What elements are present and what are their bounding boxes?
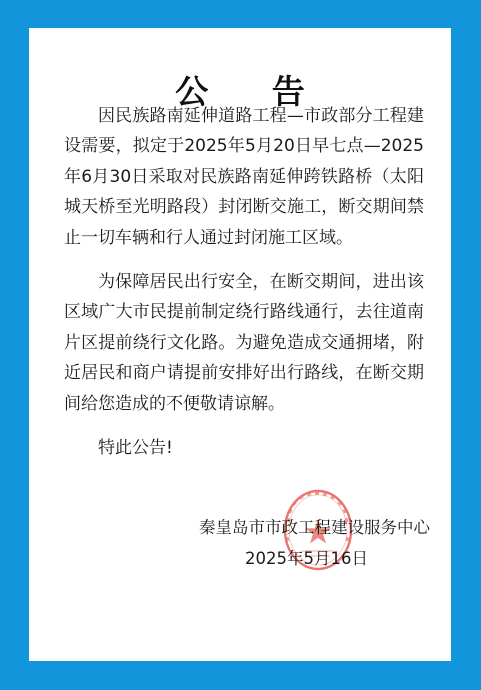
notice-closing: 特此公告! bbox=[98, 438, 173, 459]
issuing-organization: 秦皇岛市市政工程建设服务中心 bbox=[199, 518, 430, 537]
notice-title: 公 告 bbox=[175, 72, 331, 111]
notice-paragraph-1: 因民族路南延伸道路工程—市政部分工程建设需要，拟定于2025年5月20日早七点—2025年6月30日采取对民族路南延伸跨铁路桥（太阳城天桥至光明路段）封闭断交施工，断交期间禁止一切车辆和行人通过封闭施工区域。 bbox=[64, 106, 424, 248]
notice-signature bbox=[150, 512, 430, 574]
notice-body bbox=[64, 101, 424, 463]
notice-paragraph-2: 为保障居民出行安全，在断交期间，进出该区域广大市民提前制定绕行路线通行，去往道南片区提前绕行文化路。为避免造成交通拥堵，附近居民和商户请提前安排好出行路线，在断交期间给您造成的不便敬请谅解。 bbox=[64, 272, 424, 414]
issue-date: 2025年5月16日 bbox=[245, 549, 368, 568]
